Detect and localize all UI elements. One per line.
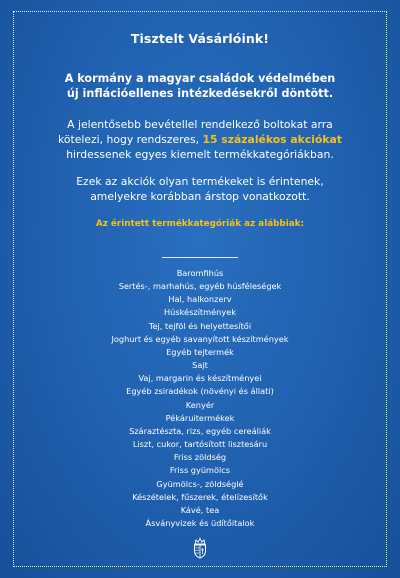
category-item: Liszt, cukor, tartósított lisztesáru: [132, 439, 268, 450]
category-item: Tej, tejföl és helyettesítői: [148, 320, 252, 331]
greeting-title: Tisztelt Vásárlóink!: [130, 31, 270, 46]
category-item: Egyéb tejtermék: [166, 346, 234, 357]
discount-highlight: 15 százalékos akciókat: [202, 133, 342, 146]
category-item: Kávé, tea: [180, 504, 220, 515]
category-item: Ásványvizek és üdítőitalok: [145, 517, 255, 528]
category-item: Sajt: [192, 360, 208, 371]
categories-intro: Az érintett termékkategóriák az alábbiak:: [95, 219, 305, 229]
category-item: Friss gyümölcs: [169, 465, 231, 476]
paragraph-obligation-line-2: [26, 132, 374, 147]
paragraph-price-cap-line-2: amelyekre korábban árstop vonatkozott.: [90, 190, 310, 203]
category-item: Gyümölcs-, zöldséglé: [156, 478, 244, 489]
category-item: Friss zöldség: [173, 452, 227, 463]
category-item: Húskészítmények: [164, 307, 236, 318]
paragraph-price-cap: [0, 174, 400, 204]
paragraph-obligation-line-1: A jelentősebb bevétellel rendelkező boltokat arra: [67, 118, 333, 131]
category-item: Kenyér: [185, 399, 215, 410]
paragraph-obligation: [0, 117, 400, 162]
category-item: Sertés-, marhahús, egyéb húsféleségek: [118, 281, 282, 292]
lead-statement: [0, 71, 400, 101]
category-item: Pékáruitermékek: [165, 412, 235, 423]
paragraph-obligation-line-2-text: kötelezi, hogy rendszeres,: [58, 133, 203, 146]
hungarian-coat-of-arms-icon: [192, 537, 208, 559]
category-item: Joghurt és egyéb savanyított készítmények: [111, 333, 289, 344]
category-item: Száraztészta, rizs, egyéb cereáliák: [129, 425, 271, 436]
paragraph-price-cap-line-1: Ezek az akciók olyan termékeket is érintenek,: [76, 175, 324, 188]
divider: [162, 257, 238, 258]
category-item: Hal, halkonzerv: [168, 294, 232, 305]
lead-line-1: A kormány a magyar családok védelmében: [64, 72, 336, 85]
category-item: Vaj, margarin és készítményei: [138, 373, 262, 384]
category-item: Baromfihús: [176, 268, 224, 278]
category-item: Egyéb zsiradékok (növényi és állati): [126, 386, 274, 397]
category-list: [0, 267, 400, 530]
paragraph-obligation-line-3: hirdessenek egyes kiemelt termékkategóriákban.: [66, 148, 334, 161]
category-item: Készételek, fűszerek, ételízesítők: [132, 491, 268, 502]
lead-line-2: új inflációellenes intézkedésekről döntött.: [66, 87, 334, 100]
